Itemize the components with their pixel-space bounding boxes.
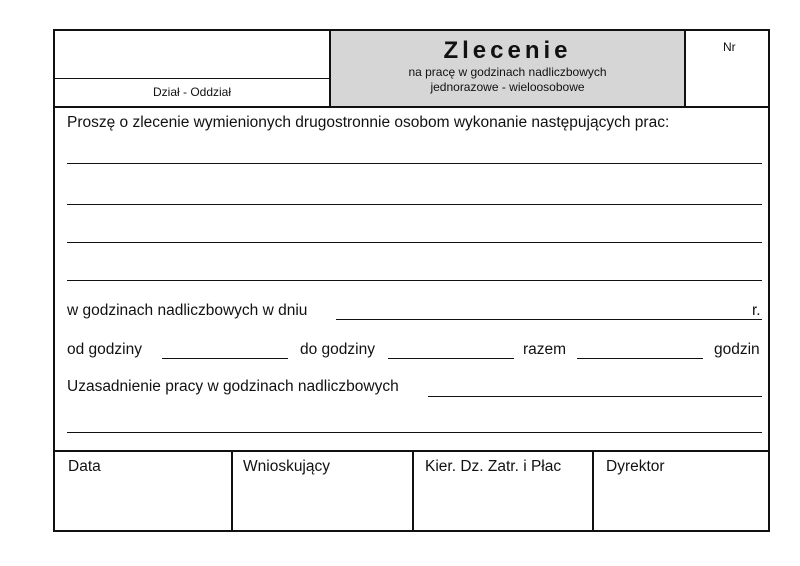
- total-label: razem: [523, 341, 567, 358]
- date-label: w godzinach nadliczbowych w dniu: [67, 302, 308, 319]
- signature-applicant-label: Wnioskujący: [243, 458, 330, 475]
- from-hour-label: od godziny: [67, 341, 142, 358]
- title-cell: [331, 31, 686, 106]
- form-subtitle-1: na pracę w godzinach nadliczbowych: [408, 65, 607, 79]
- justification-label: Uzasadnienie pracy w godzinach nadliczbowych: [67, 378, 399, 395]
- request-text: Proszę o zlecenie wymienionych drugostronnie osobom wykonanie następujących prac:: [67, 114, 670, 131]
- to-hour-label: do godziny: [300, 341, 375, 358]
- from-hour-field[interactable]: [162, 358, 288, 359]
- department-cell[interactable]: [55, 31, 331, 106]
- signature-date-cell[interactable]: [55, 452, 233, 532]
- overtime-order-form: [53, 29, 770, 532]
- work-description-line-1[interactable]: [67, 163, 762, 164]
- form-subtitle-2: jednorazowe - wieloosobowe: [430, 80, 585, 94]
- hours-unit-label: godzin: [714, 341, 760, 358]
- work-description-line-3[interactable]: [67, 242, 762, 243]
- work-description-line-4[interactable]: [67, 280, 762, 281]
- work-description-line-2[interactable]: [67, 204, 762, 205]
- total-hours-field[interactable]: [577, 358, 703, 359]
- signature-head-label: Kier. Dz. Zatr. i Płac: [425, 458, 562, 475]
- department-line: [55, 78, 329, 79]
- date-suffix: r.: [752, 302, 761, 319]
- number-label: Nr: [723, 40, 736, 54]
- form-title: Zlecenie: [443, 37, 572, 64]
- signature-row: [55, 450, 768, 532]
- date-field[interactable]: [336, 319, 762, 320]
- to-hour-field[interactable]: [388, 358, 514, 359]
- department-label: Dział - Oddział: [152, 85, 232, 99]
- signature-applicant-cell[interactable]: [231, 452, 414, 532]
- justification-field-2[interactable]: [67, 432, 762, 433]
- signature-date-label: Data: [68, 458, 101, 475]
- justification-field-1[interactable]: [428, 396, 762, 397]
- signature-director-label: Dyrektor: [606, 458, 665, 475]
- form-header: [55, 31, 768, 108]
- signature-director-cell[interactable]: [592, 452, 768, 532]
- signature-head-cell[interactable]: [412, 452, 594, 532]
